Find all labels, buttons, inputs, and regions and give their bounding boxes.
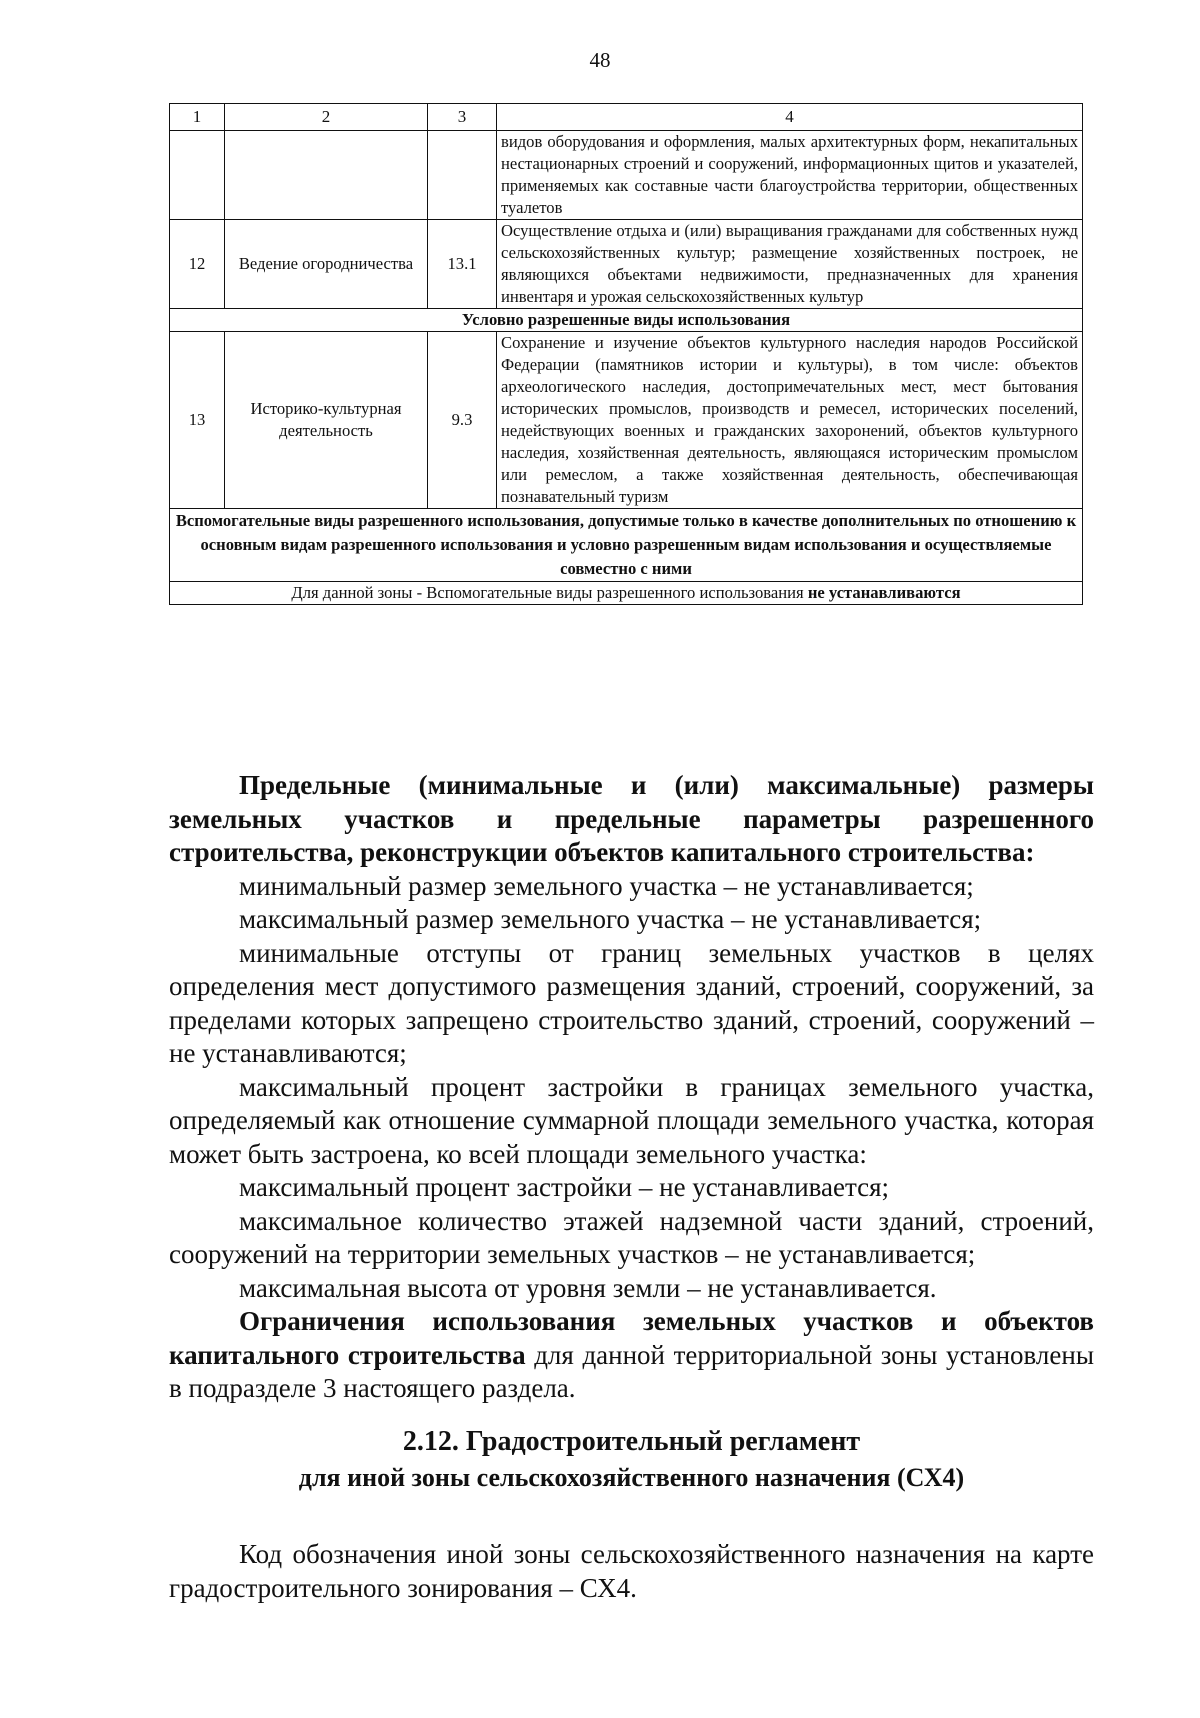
- col-header-1: 1: [170, 104, 225, 131]
- limits-max-floors: максимальное количество этажей надземной части зданий, строений, сооружений на территории земельных участков – не устанавливается;: [169, 1205, 1094, 1269]
- limits-coverage-definition: максимальный процент застройки в границах земельного участка, определяемый как отношение суммарной площади земельного участка, которая может быть застроена, ко всей площади земельного участка:: [169, 1071, 1094, 1169]
- limits-restrictions: [169, 1305, 1094, 1406]
- conditional-uses-heading: Условно разрешенные виды использования: [170, 309, 1083, 332]
- page-number: 48: [589, 48, 611, 72]
- limits-max-size: максимальный размер земельного участка – не устанавливается;: [239, 904, 982, 934]
- row-13-number: 13: [170, 332, 225, 509]
- auxiliary-uses-note: [170, 582, 1083, 605]
- aux-note-row: [170, 582, 1083, 605]
- restrictions-rest: для данной территориальной зоны установлены в подразделе 3 настоящего раздела.: [169, 1339, 1094, 1403]
- row-12-code: 13.1: [428, 220, 497, 309]
- row-continued-description: видов оборудования и оформления, малых архитектурных форм, некапитальных нестационарных строений и сооружений, информационных щитов и указателей, применяемых как составные части благоустройства территории, общественных туалетов: [497, 131, 1083, 220]
- row-13-name: Историко-культурная деятельность: [225, 332, 428, 509]
- section-title: 2.12. Градостроительный регламент: [402, 1426, 861, 1457]
- section-heading: [169, 1424, 1094, 1496]
- limits-max-coverage: максимальный процент застройки – не устанавливается;: [239, 1172, 890, 1202]
- col-header-2: 2: [225, 104, 428, 131]
- zone-code-block: [169, 1538, 1094, 1605]
- zone-code-text: Код обозначения иной зоны сельскохозяйственного назначения на карте градостроительного зонирования – СХ4.: [169, 1539, 1094, 1603]
- table-row-continued: [170, 131, 1083, 220]
- aux-note-bold: не устанавливаются: [807, 583, 961, 602]
- table-row-12: [170, 220, 1083, 309]
- col-header-3: 3: [428, 104, 497, 131]
- restrictions-bold: Ограничения использования земельных участков и объектов капитального строительства: [169, 1306, 1094, 1370]
- limits-section: [169, 769, 1094, 1406]
- row-12-name: Ведение огородничества: [225, 220, 428, 309]
- cell-empty: [170, 131, 225, 220]
- auxiliary-uses-heading: Вспомогательные виды разрешенного использования, допустимые только в качестве дополнительных по отношению к основным видам разрешенного использования и условно разрешенным видам использования и осуществляемые совместно с ними: [170, 509, 1083, 582]
- conditional-heading-row: [170, 309, 1083, 332]
- row-13-code: 9.3: [428, 332, 497, 509]
- aux-note-text: Для данной зоны - Вспомогательные виды разрешенного использования: [291, 583, 808, 602]
- row-12-number: 12: [170, 220, 225, 309]
- limits-max-height: максимальная высота от уровня земли – не устанавливается.: [239, 1272, 937, 1303]
- aux-heading-row: [170, 509, 1083, 582]
- row-12-description: Осуществление отдыха и (или) выращивания гражданами для собственных нужд сельскохозяйственных культур; размещение хозяйственных построек, не являющихся объектами недвижимости, предназначенных для хранения инвентаря и урожая сельскохозяйственных культур: [497, 220, 1083, 309]
- table-header-row: [170, 104, 1083, 131]
- limits-heading: Предельные (минимальные и (или) максимальные) размеры земельных участков и предельные параметры разрешенного строительства, реконструкции объектов капитального строительства:: [169, 770, 1094, 867]
- cell-empty: [225, 131, 428, 220]
- limits-setbacks: минимальные отступы от границ земельных участков в целях определения мест допустимого размещения зданий, строений, сооружений, за пределами которых запрещено строительство зданий, строений, сооружений – не устанавливаются;: [169, 937, 1094, 1068]
- section-subtitle: для иной зоны сельскохозяйственного назначения (СХ4): [298, 1463, 965, 1492]
- col-header-4: 4: [497, 104, 1083, 131]
- row-13-description: Сохранение и изучение объектов культурного наследия народов Российской Федерации (памятников истории и культуры), в том числе: объектов археологического наследия, достопримечательных мест, мест бытования исторических промыслов, производств и ремесел, исторических поселений, недействующих военных и гражданских захоронений, объектов культурного наследия, хозяйственная деятельность, являющаяся историческим промыслом или ремеслом, а также хозяйственная деятельность, обеспечивающая познавательный туризм: [497, 332, 1083, 509]
- table-row-13: [170, 332, 1083, 509]
- limits-min-size: минимальный размер земельного участка – не устанавливается;: [239, 870, 974, 901]
- cell-empty: [428, 131, 497, 220]
- land-use-table: [169, 103, 1083, 605]
